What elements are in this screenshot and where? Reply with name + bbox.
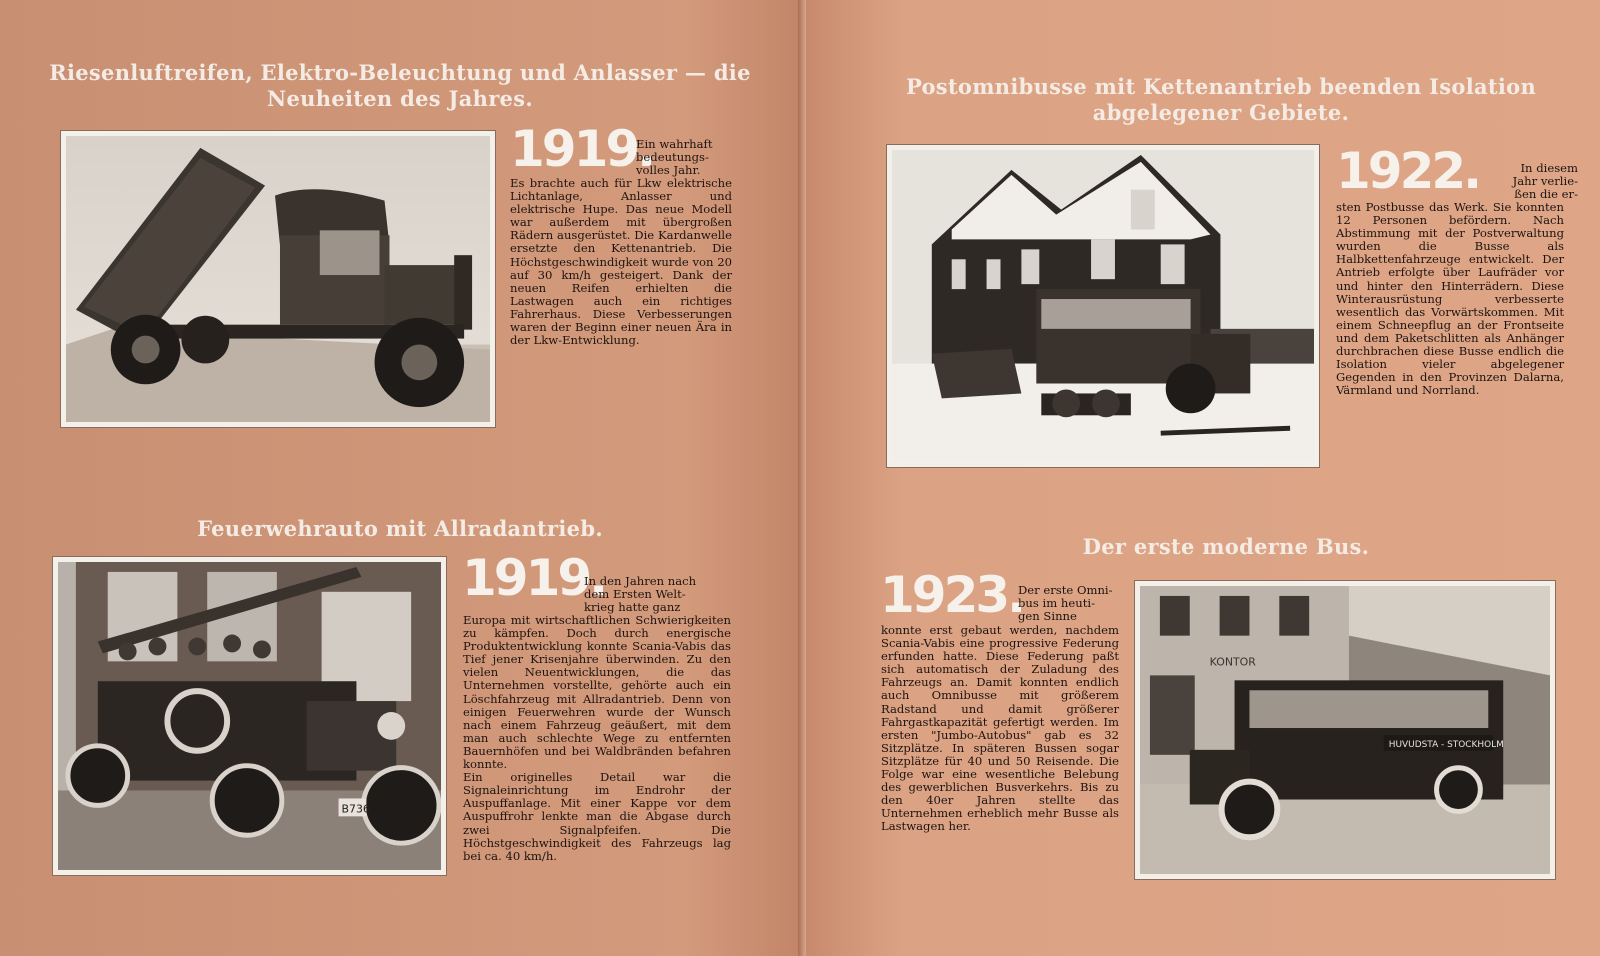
photo-fire-truck [52, 556, 447, 876]
side-line: krieg hatte ganz [584, 600, 681, 615]
side-text-bottom-left [584, 575, 732, 614]
side-line: volles Jahr. [636, 163, 701, 178]
side-line: Jahr verlie- [1512, 174, 1578, 189]
year-1919-bottom: 1919. [462, 549, 606, 607]
side-line: In den Jahren nach [584, 574, 697, 588]
side-line: Der erste Omni- [1018, 583, 1113, 597]
side-line: Ein wahrhaft [636, 137, 713, 151]
fire-truck-plate: B736 [341, 802, 370, 816]
left-top-heading [40, 60, 760, 112]
photo-post-bus [886, 144, 1320, 468]
year-1922: 1922. [1336, 142, 1480, 200]
body-text-top-right: sten Postbusse das Werk. Sie konnten 12 Personen befördern. Nach Abstimmung mit der Postverwaltung wurden die Busse als Halbkettenfahrzeuge entwickelt. Der Antrieb erfolgte über Laufräder vor und hinter den Hinterrädern. Diese Winterausrüstung verbesserte wesentlich das Vorwärtskommen. Mit einem Schneepflug an der Frontseite und dem Paketschlitten als Anhänger durchbrachen diese Busse endlich die Isolation vieler abgelegener Gegenden in den Provinzen Dalarna, Värmland und Norrland. [1336, 200, 1564, 398]
body-text-bottom-left [463, 614, 731, 863]
heading-line: die Neuheiten des Jahres. [267, 60, 751, 111]
side-line: ßen die er- [1514, 187, 1578, 202]
body-paragraph: Ein originelles Detail war die Signaleinrichtung im Endrohr der Auspuffanlage. Mit einer Kappe vor dem Auspuffrohr lenkte man die Abgase durch zwei Signalpfeifen. Die Höchstgeschwindigkeit des Fahrzeugs lag bei ca. 40 km/h. [463, 770, 731, 863]
fire-truck-illustration [58, 562, 441, 870]
right-bottom-heading: Der erste moderne Bus. [1082, 534, 1370, 559]
heading-line: Riesenluftreifen, Elektro-Beleuchtung und Anlasser — [49, 60, 707, 85]
kontor-sign: KONTOR [1209, 655, 1256, 669]
body-text-top-left: Es brachte auch für Lkw elektrische Lichtanlage, Anlasser und elektrische Hupe. Das neue Modell war außerdem mit übergroßen Rädern ausgerüstet. Die Kardanwelle ersetzte den Kettenantrieb. Die Höchstgeschwindigkeit wurde von 20 auf 30 km/h gesteigert. Dank der neuen Reifen erhielten die Lastwagen auch ein richtiges Fahrerhaus. Diese Verbesserungen waren der Beginn einer neuen Ära in der Lkw-Entwicklung. [510, 176, 732, 348]
dump-truck-illustration [66, 136, 490, 422]
photo-dump-truck [60, 130, 496, 428]
right-page [806, 0, 1600, 956]
heading-line: Isolation abgelegener Gebiete. [1092, 74, 1537, 125]
side-line: bus im heuti- [1018, 596, 1095, 611]
side-text-top-left [636, 138, 736, 177]
side-line: dem Ersten Welt- [584, 587, 686, 602]
side-text-top-right [1478, 162, 1578, 201]
left-bottom-heading: Feuerwehrauto mit Allradantrieb. [197, 516, 603, 541]
photo-modern-bus [1134, 580, 1556, 880]
right-top-heading [896, 74, 1546, 126]
side-line: In diesem [1520, 161, 1578, 175]
year-1923: 1923. [880, 566, 1024, 624]
side-line: bedeutungs- [636, 150, 709, 165]
heading-line: Postomnibusse mit Kettenantrieb beenden [905, 74, 1422, 99]
body-paragraph: Europa mit wirtschaftlichen Schwierigkeiten zu kämpfen. Doch durch energische Produktentwicklung konnte Scania-Vabis das Tief jener Krisenjahre überwinden. Zu den vielen Neuentwicklungen, die das Unternehmen vorstellte, gehörte auch ein Löschfahrzeug mit Allradantrieb. Denn von einigen Feuerwehren wurde der Wunsch nach einem Fahrzeug geäußert, mit dem man auch schlechte Wege zu entfernten Bauernhöfen und bei Waldbränden befahren konnte. [463, 613, 731, 772]
body-text-bottom-right: konnte erst gebaut werden, nachdem Scania-Vabis eine progressive Federung erfunden hatte. Diese Federung paßt sich automatisch der Zuladung des Fahrzeugs an. Damit konnten endlich auch Omnibusse mit größerem Radstand und damit größerer Fahrgastkapazität gefertigt werden. Im ersten "Jumbo-Autobus" gab es 32 Sitzplätze. In späteren Bussen sogar Sitzplätze für 40 und 50 Reisende. Die Folge war eine wesentliche Belebung des gewerblichen Busverkehrs. Bis zu den 40er Jahren stellte das Unternehmen erheblich mehr Busse als Lastwagen her. [881, 623, 1119, 834]
side-line: gen Sinne [1018, 609, 1077, 624]
bus-destination-sign: HUVUDSTA - STOCKHOLM [1388, 739, 1504, 750]
side-text-bottom-right [1018, 584, 1118, 623]
post-bus-illustration [892, 150, 1314, 462]
year-1919-top: 1919. [510, 120, 654, 178]
modern-bus-illustration [1140, 586, 1550, 874]
